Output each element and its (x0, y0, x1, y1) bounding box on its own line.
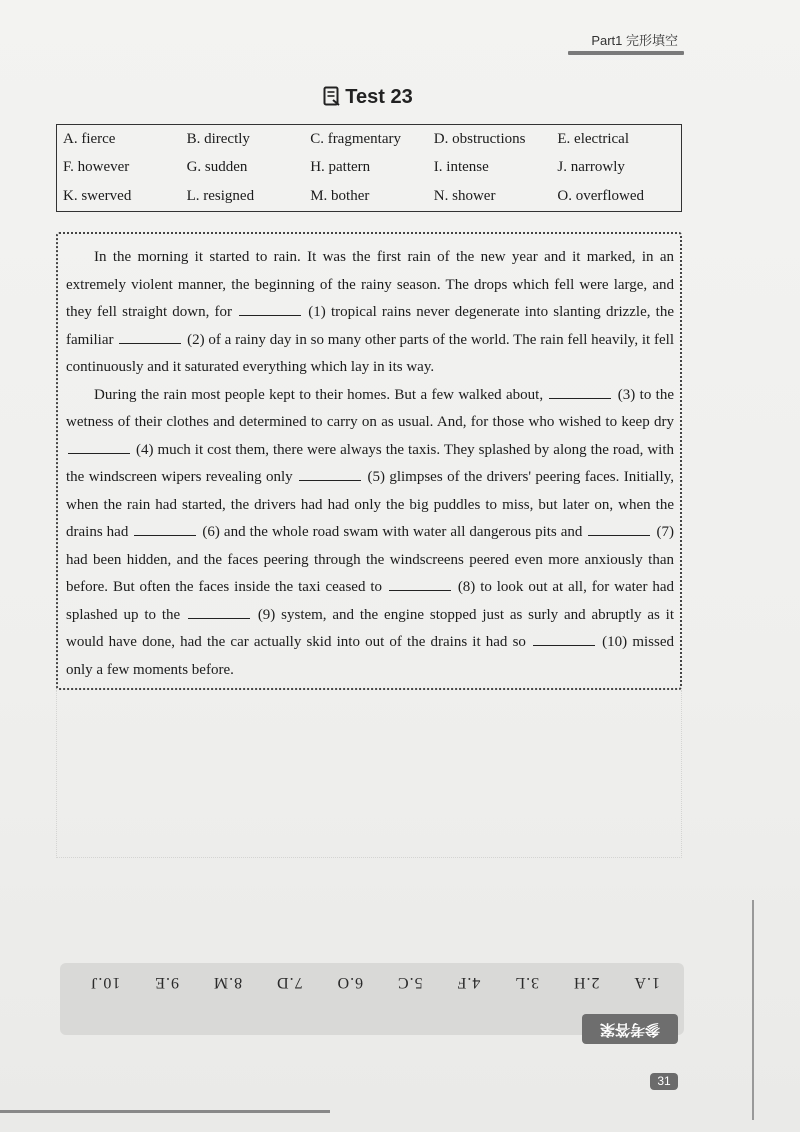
bottom-rule (0, 1110, 330, 1113)
passage-text: During the rain most people kept to their homes. But a few walked about, (94, 386, 548, 403)
word-option: E. electrical (557, 130, 630, 147)
word-option: J. narrowly (557, 159, 625, 176)
answer-item: 10.J (90, 974, 121, 991)
answer-blank-9[interactable] (188, 606, 250, 619)
word-option: I. intense (433, 159, 489, 176)
answer-key-label: 参考答案 (582, 1014, 678, 1044)
answer-blank-6[interactable] (134, 523, 196, 536)
word-option: M. bother (310, 188, 370, 205)
passage-text: (1) tropical rains never degenerate into slanting drizzle, the familiar (66, 304, 674, 348)
notebook-icon (323, 86, 341, 112)
word-option: C. fragmentary (310, 130, 401, 147)
page-number: 31 (650, 1073, 678, 1090)
word-option: N. shower (433, 188, 496, 205)
passage-paragraph-1 (66, 244, 674, 382)
passage-box (56, 232, 682, 690)
answer-blank-10[interactable] (533, 633, 595, 646)
answer-item: 8.M (212, 974, 243, 991)
answer-blank-8[interactable] (389, 578, 451, 591)
answer-blank-2[interactable] (119, 331, 181, 344)
header-rule (568, 51, 684, 55)
word-option: F. however (63, 159, 130, 176)
answer-blank-7[interactable] (588, 523, 650, 536)
answer-key (90, 973, 660, 991)
answer-item: 6.O (336, 974, 364, 991)
bleed-through-box (56, 690, 682, 858)
answer-item: 7.D (276, 974, 303, 991)
page-title (0, 86, 736, 112)
word-option: O. overflowed (557, 188, 645, 205)
answer-blank-3[interactable] (549, 386, 611, 399)
answer-item: 9.E (154, 974, 180, 991)
answer-item: 5.C (396, 974, 423, 991)
answer-item: 2.H (572, 974, 600, 991)
answer-blank-5[interactable] (299, 468, 361, 481)
word-option: G. sudden (186, 159, 248, 176)
page-edge (752, 900, 754, 1120)
passage-text: (8) to look out at all, for water had splashed up to the (66, 579, 674, 623)
answer-item: 1.A (633, 974, 660, 991)
passage-text: (2) of a rainy day in so many other parts of the world. The rain fell heavily, it fell continuously and it saturated everything which lay in its way. (66, 331, 674, 375)
title-text: Test 23 (345, 86, 413, 108)
passage-text: (6) and the whole road swam with water all dangerous pits and (198, 524, 587, 540)
passage-text: (10) missed only a few moments before. (66, 634, 674, 678)
word-option: H. pattern (310, 159, 371, 176)
passage-text: In the morning it started to rain. It was the first rain of the new year and it marked, in an extremely violent manner, the beginning of the rainy season. The drops which fell were large, and they fell straight down, for (66, 249, 674, 320)
word-bank (56, 124, 682, 212)
answer-item: 3.L (514, 974, 540, 991)
passage-text: (9) system, and the engine stopped just as surly and abruptly as it would have done, had the car actually skid into out of the drains it had so (66, 606, 674, 650)
section-header: Part1 完形填空 (591, 33, 678, 48)
passage-text: (7) had been hidden, and the faces peering through the windscreens peered even more anxiously than before. But often the faces inside the taxi ceased to (66, 524, 674, 595)
word-option: K. swerved (63, 188, 132, 205)
passage-text: (4) much it cost them, there were always the taxis. They splashed by along the road, with the windscreen wipers revealing only (66, 441, 674, 485)
word-option: L. resigned (186, 188, 255, 205)
word-option: B. directly (186, 130, 250, 147)
word-option: A. fierce (63, 130, 116, 147)
answer-blank-4[interactable] (68, 441, 130, 454)
passage-text: (5) glimpses of the drivers' peering faces. Initially, when the rain had started, the drivers had had only the big puddles to miss, but later on, when the drains had (66, 469, 674, 540)
word-option: D. obstructions (433, 130, 526, 147)
passage-text: (3) to the wetness of their clothes and determined to carry on as usual. And, for those who wished to keep dry (66, 386, 674, 430)
answer-blank-1[interactable] (239, 303, 301, 316)
passage-paragraph-2 (66, 382, 674, 685)
answer-item: 4.F (456, 974, 481, 991)
